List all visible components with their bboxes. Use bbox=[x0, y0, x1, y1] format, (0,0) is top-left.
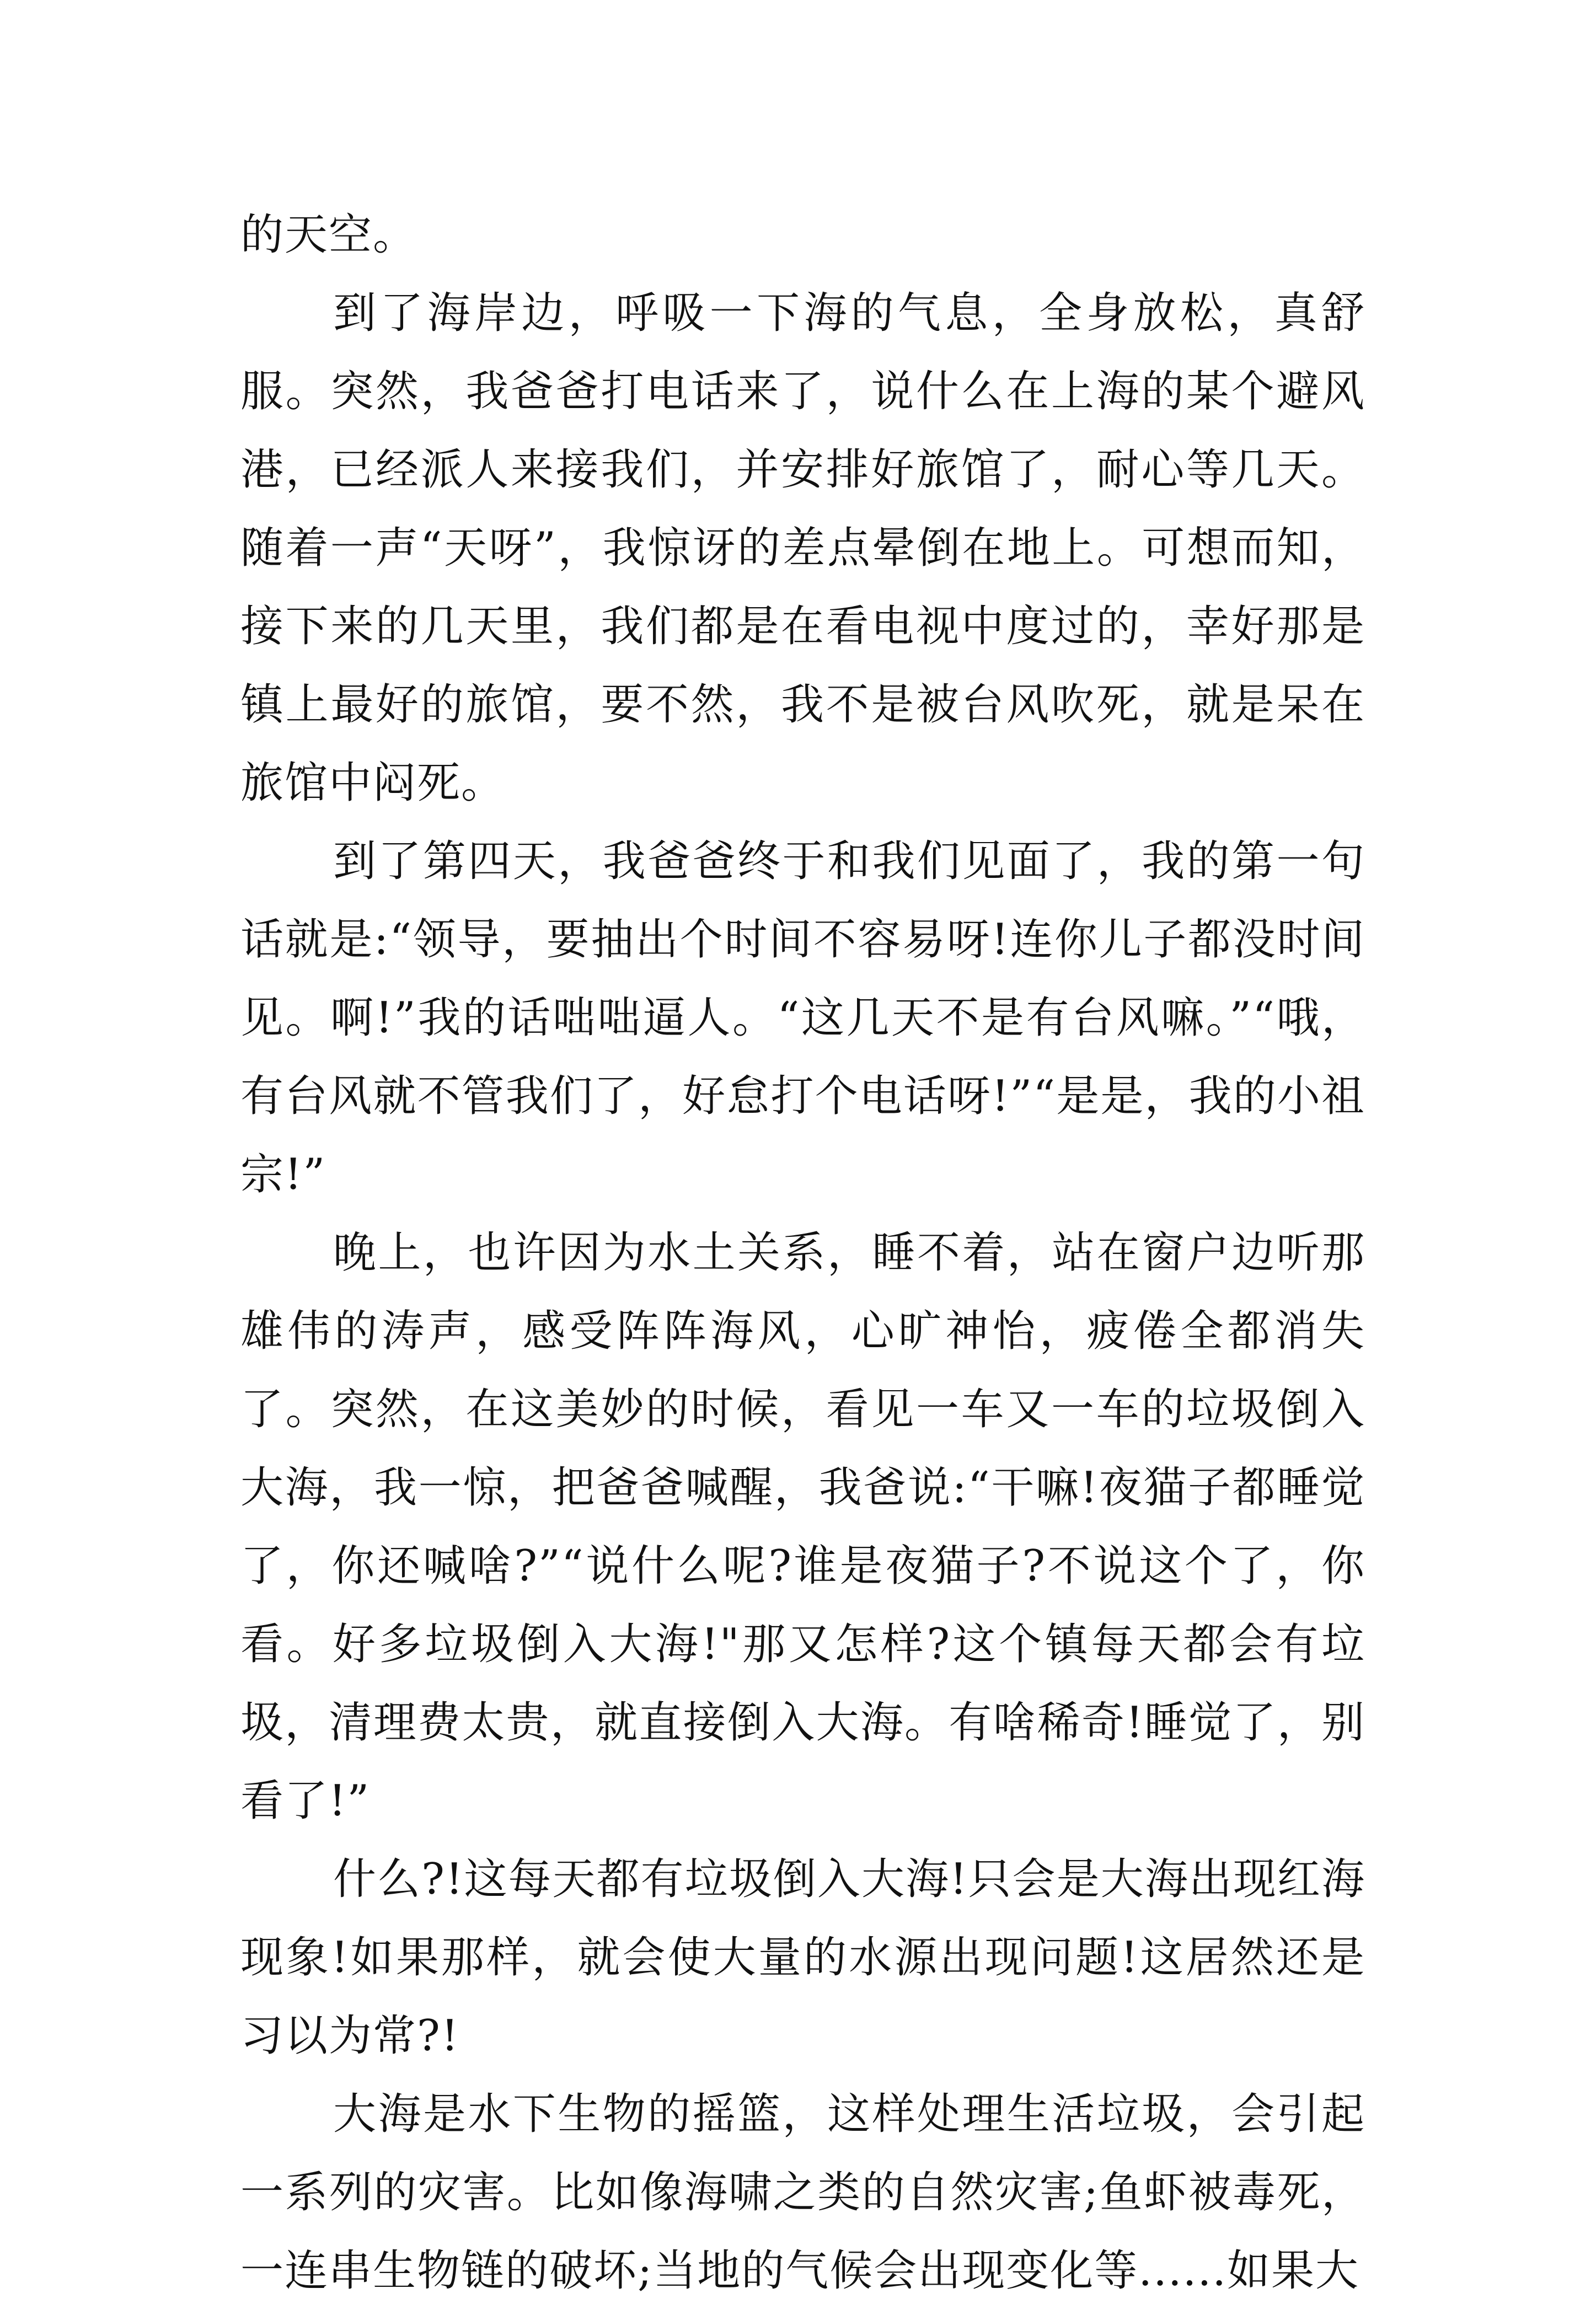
paragraph: 到了海岸边，呼吸一下海的气息，全身放松，真舒服。突然，我爸爸打电话来了，说什么在上海的某个避风港，已经派人来接我们，并安排好旅馆了，耐心等几天。随着一声“天呀”，我惊讶的差点晕倒在地上。可想而知，接下来的几天里，我们都是在看电视中度过的，幸好那是镇上最好的旅馆，要不然，我不是被台风吹死，就是呆在旅馆中闷死。 bbox=[240, 288, 1365, 808]
body-text bbox=[240, 196, 1365, 2310]
paragraph: 到了第四天，我爸爸终于和我们见面了，我的第一句话就是:“领导，要抽出个时间不容易呀!连你儿子都没时间见。啊!”我的话咄咄逼人。“这几天不是有台风嘛。”“哦，有台风就不管我们了，好怠打个电话呀!”“是是，我的小祖宗!” bbox=[240, 837, 1365, 1199]
paragraph: 什么?!这每天都有垃圾倒入大海!只会是大海出现红海现象!如果那样，就会使大量的水源出现问题!这居然还是习以为常?! bbox=[240, 1855, 1365, 2061]
paragraph: 晚上，也许因为水土关系，睡不着，站在窗户边听那雄伟的涛声，感受阵阵海风，心旷神怡，疲倦全都消失了。突然，在这美妙的时候，看见一车又一车的垃圾倒入大海，我一惊，把爸爸喊醒，我爸说:“干嘛!夜猫子都睡觉了，你还喊啥?”“说什么呢?谁是夜猫子?不说这个了，你看。好多垃圾倒入大海!"那又怎样?这个镇每天都会有垃圾，清理费太贵，就直接倒入大海。有啥稀奇!睡觉了，别看了!” bbox=[240, 1228, 1365, 1826]
paragraph: 大海是水下生物的摇篮，这样处理生活垃圾，会引起一系列的灾害。比如像海啸之类的自然灾害;鱼虾被毒死，一连串生物链的破坏;当地的气候会出现变化等......如果大 bbox=[240, 2089, 1365, 2296]
paragraph: 的天空。 bbox=[240, 210, 417, 260]
